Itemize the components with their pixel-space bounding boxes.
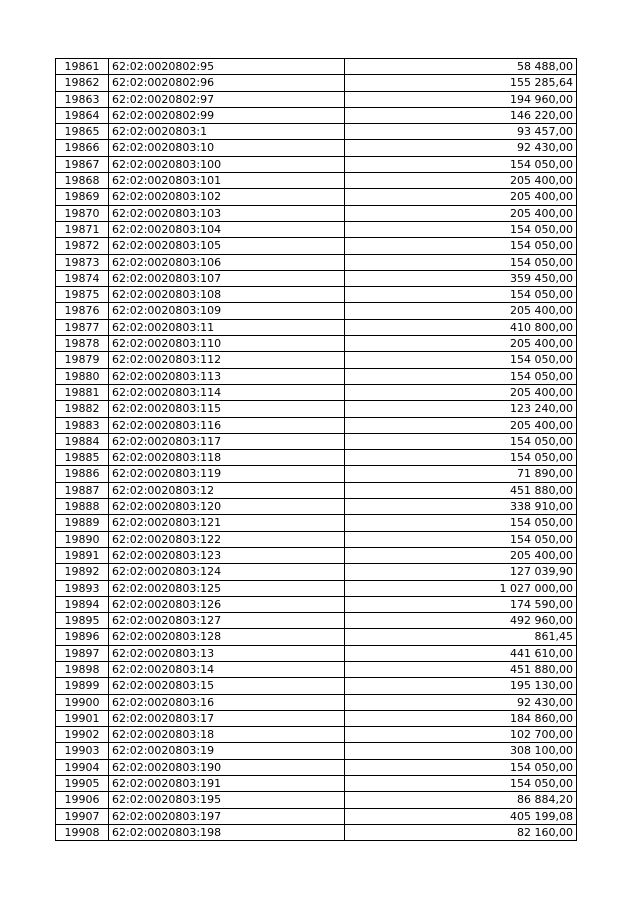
row-number-cell: 19882	[56, 401, 109, 417]
cadastral-number-cell: 62:02:0020803:104	[109, 221, 345, 237]
row-number-cell: 19903	[56, 743, 109, 759]
cadastral-number-cell: 62:02:0020803:100	[109, 156, 345, 172]
cadastral-number-cell: 62:02:0020803:19	[109, 743, 345, 759]
cadastral-value-cell: 123 240,00	[345, 401, 577, 417]
cadastral-value-cell: 127 039,90	[345, 564, 577, 580]
cadastral-value-cell: 155 285,64	[345, 75, 577, 91]
cadastral-value-cell: 205 400,00	[345, 303, 577, 319]
row-number-cell: 19884	[56, 433, 109, 449]
cadastral-value-cell: 410 800,00	[345, 319, 577, 335]
cadastral-value-cell: 154 050,00	[345, 776, 577, 792]
table-row	[56, 499, 577, 515]
cadastral-number-cell: 62:02:0020803:17	[109, 710, 345, 726]
cadastral-number-cell: 62:02:0020803:121	[109, 515, 345, 531]
table-row	[56, 531, 577, 547]
table-row	[56, 270, 577, 286]
cadastral-value-cell: 154 050,00	[345, 531, 577, 547]
cadastral-number-cell: 62:02:0020803:191	[109, 776, 345, 792]
row-number-cell: 19883	[56, 417, 109, 433]
table-row	[56, 482, 577, 498]
cadastral-number-cell: 62:02:0020803:116	[109, 417, 345, 433]
table-row	[56, 629, 577, 645]
cadastral-value-cell: 154 050,00	[345, 515, 577, 531]
table-row	[56, 107, 577, 123]
row-number-cell: 19907	[56, 808, 109, 824]
cadastral-number-cell: 62:02:0020803:120	[109, 499, 345, 515]
table-row	[56, 613, 577, 629]
cadastral-value-cell: 861,45	[345, 629, 577, 645]
cadastral-value-cell: 205 400,00	[345, 336, 577, 352]
table-row	[56, 678, 577, 694]
row-number-cell: 19867	[56, 156, 109, 172]
table-row	[56, 808, 577, 824]
cadastral-value-cell: 154 050,00	[345, 368, 577, 384]
table-row	[56, 238, 577, 254]
row-number-cell: 19866	[56, 140, 109, 156]
row-number-cell: 19892	[56, 564, 109, 580]
table-row	[56, 645, 577, 661]
table-row	[56, 303, 577, 319]
cadastral-number-cell: 62:02:0020803:115	[109, 401, 345, 417]
cadastral-value-cell: 154 050,00	[345, 221, 577, 237]
row-number-cell: 19872	[56, 238, 109, 254]
cadastral-value-cell: 451 880,00	[345, 482, 577, 498]
table-row	[56, 140, 577, 156]
cadastral-value-cell: 1 027 000,00	[345, 580, 577, 596]
row-number-cell: 19906	[56, 792, 109, 808]
cadastral-number-cell: 62:02:0020803:119	[109, 466, 345, 482]
cadastral-value-cell: 205 400,00	[345, 173, 577, 189]
cadastral-number-cell: 62:02:0020803:126	[109, 596, 345, 612]
table-row	[56, 352, 577, 368]
cadastral-number-cell: 62:02:0020803:197	[109, 808, 345, 824]
row-number-cell: 19868	[56, 173, 109, 189]
row-number-cell: 19887	[56, 482, 109, 498]
row-number-cell: 19908	[56, 824, 109, 840]
cadastral-value-cell: 154 050,00	[345, 450, 577, 466]
cadastral-value-cell: 154 050,00	[345, 156, 577, 172]
cadastral-value-cell: 451 880,00	[345, 661, 577, 677]
cadastral-number-cell: 62:02:0020803:101	[109, 173, 345, 189]
cadastral-value-cell: 338 910,00	[345, 499, 577, 515]
cadastral-value-cell: 308 100,00	[345, 743, 577, 759]
cadastral-number-cell: 62:02:0020803:12	[109, 482, 345, 498]
row-number-cell: 19865	[56, 124, 109, 140]
cadastral-number-cell: 62:02:0020803:123	[109, 547, 345, 563]
cadastral-number-cell: 62:02:0020803:10	[109, 140, 345, 156]
table-row	[56, 466, 577, 482]
cadastral-value-cell: 154 050,00	[345, 238, 577, 254]
cadastral-value-cell: 93 457,00	[345, 124, 577, 140]
cadastral-value-cell: 102 700,00	[345, 727, 577, 743]
row-number-cell: 19897	[56, 645, 109, 661]
row-number-cell: 19874	[56, 270, 109, 286]
row-number-cell: 19889	[56, 515, 109, 531]
table-body	[56, 59, 577, 841]
cadastral-number-cell: 62:02:0020803:11	[109, 319, 345, 335]
table-row	[56, 156, 577, 172]
cadastral-number-cell: 62:02:0020803:13	[109, 645, 345, 661]
cadastral-number-cell: 62:02:0020803:109	[109, 303, 345, 319]
table-row	[56, 776, 577, 792]
table-row	[56, 824, 577, 840]
cadastral-value-cell: 205 400,00	[345, 205, 577, 221]
cadastral-value-cell: 154 050,00	[345, 433, 577, 449]
cadastral-value-cell: 71 890,00	[345, 466, 577, 482]
cadastral-number-cell: 62:02:0020803:1	[109, 124, 345, 140]
cadastral-number-cell: 62:02:0020803:105	[109, 238, 345, 254]
cadastral-value-cell: 205 400,00	[345, 384, 577, 400]
cadastral-number-cell: 62:02:0020803:112	[109, 352, 345, 368]
row-number-cell: 19890	[56, 531, 109, 547]
cadastral-value-table	[55, 58, 577, 841]
table-row	[56, 580, 577, 596]
row-number-cell: 19899	[56, 678, 109, 694]
cadastral-number-cell: 62:02:0020803:110	[109, 336, 345, 352]
cadastral-number-cell: 62:02:0020803:106	[109, 254, 345, 270]
row-number-cell: 19873	[56, 254, 109, 270]
row-number-cell: 19885	[56, 450, 109, 466]
table-row	[56, 727, 577, 743]
cadastral-value-cell: 174 590,00	[345, 596, 577, 612]
row-number-cell: 19896	[56, 629, 109, 645]
cadastral-value-cell: 92 430,00	[345, 140, 577, 156]
table-row	[56, 564, 577, 580]
cadastral-number-cell: 62:02:0020803:107	[109, 270, 345, 286]
row-number-cell: 19881	[56, 384, 109, 400]
table-row	[56, 433, 577, 449]
table-row	[56, 547, 577, 563]
cadastral-value-cell: 184 860,00	[345, 710, 577, 726]
cadastral-value-cell: 194 960,00	[345, 91, 577, 107]
table-row	[56, 319, 577, 335]
table-row	[56, 417, 577, 433]
table-row	[56, 743, 577, 759]
table-row	[56, 710, 577, 726]
cadastral-value-cell: 195 130,00	[345, 678, 577, 694]
cadastral-number-cell: 62:02:0020803:128	[109, 629, 345, 645]
table-row	[56, 221, 577, 237]
row-number-cell: 19894	[56, 596, 109, 612]
cadastral-number-cell: 62:02:0020803:127	[109, 613, 345, 629]
cadastral-number-cell: 62:02:0020802:97	[109, 91, 345, 107]
row-number-cell: 19862	[56, 75, 109, 91]
row-number-cell: 19905	[56, 776, 109, 792]
cadastral-number-cell: 62:02:0020803:198	[109, 824, 345, 840]
table-row	[56, 173, 577, 189]
row-number-cell: 19870	[56, 205, 109, 221]
row-number-cell: 19876	[56, 303, 109, 319]
table-row	[56, 759, 577, 775]
row-number-cell: 19861	[56, 59, 109, 75]
cadastral-value-cell: 82 160,00	[345, 824, 577, 840]
cadastral-number-cell: 62:02:0020803:114	[109, 384, 345, 400]
cadastral-value-cell: 154 050,00	[345, 287, 577, 303]
cadastral-value-cell: 92 430,00	[345, 694, 577, 710]
cadastral-number-cell: 62:02:0020803:108	[109, 287, 345, 303]
cadastral-value-cell: 58 488,00	[345, 59, 577, 75]
cadastral-number-cell: 62:02:0020803:117	[109, 433, 345, 449]
table-row	[56, 189, 577, 205]
row-number-cell: 19877	[56, 319, 109, 335]
table-row	[56, 91, 577, 107]
table-row	[56, 75, 577, 91]
table-row	[56, 694, 577, 710]
cadastral-value-cell: 205 400,00	[345, 417, 577, 433]
table-row	[56, 205, 577, 221]
cadastral-value-cell: 405 199,08	[345, 808, 577, 824]
cadastral-value-cell: 492 960,00	[345, 613, 577, 629]
row-number-cell: 19902	[56, 727, 109, 743]
row-number-cell: 19900	[56, 694, 109, 710]
table-row	[56, 661, 577, 677]
cadastral-number-cell: 62:02:0020803:18	[109, 727, 345, 743]
cadastral-number-cell: 62:02:0020802:96	[109, 75, 345, 91]
cadastral-value-cell: 441 610,00	[345, 645, 577, 661]
row-number-cell: 19888	[56, 499, 109, 515]
cadastral-number-cell: 62:02:0020803:122	[109, 531, 345, 547]
table-row	[56, 287, 577, 303]
cadastral-number-cell: 62:02:0020802:99	[109, 107, 345, 123]
row-number-cell: 19893	[56, 580, 109, 596]
row-number-cell: 19901	[56, 710, 109, 726]
table-row	[56, 124, 577, 140]
table-row	[56, 401, 577, 417]
table-row	[56, 368, 577, 384]
cadastral-number-cell: 62:02:0020803:113	[109, 368, 345, 384]
cadastral-value-cell: 154 050,00	[345, 352, 577, 368]
row-number-cell: 19879	[56, 352, 109, 368]
table-row	[56, 792, 577, 808]
cadastral-value-cell: 205 400,00	[345, 547, 577, 563]
cadastral-number-cell: 62:02:0020803:125	[109, 580, 345, 596]
row-number-cell: 19863	[56, 91, 109, 107]
table-row	[56, 384, 577, 400]
cadastral-value-cell: 359 450,00	[345, 270, 577, 286]
row-number-cell: 19895	[56, 613, 109, 629]
row-number-cell: 19880	[56, 368, 109, 384]
table-row	[56, 515, 577, 531]
table-row	[56, 596, 577, 612]
cadastral-value-cell: 154 050,00	[345, 254, 577, 270]
cadastral-value-cell: 154 050,00	[345, 759, 577, 775]
row-number-cell: 19891	[56, 547, 109, 563]
cadastral-number-cell: 62:02:0020803:102	[109, 189, 345, 205]
cadastral-value-cell: 146 220,00	[345, 107, 577, 123]
cadastral-number-cell: 62:02:0020803:15	[109, 678, 345, 694]
row-number-cell: 19878	[56, 336, 109, 352]
cadastral-value-cell: 205 400,00	[345, 189, 577, 205]
row-number-cell: 19886	[56, 466, 109, 482]
cadastral-number-cell: 62:02:0020803:190	[109, 759, 345, 775]
cadastral-number-cell: 62:02:0020802:95	[109, 59, 345, 75]
row-number-cell: 19904	[56, 759, 109, 775]
table-row	[56, 254, 577, 270]
row-number-cell: 19875	[56, 287, 109, 303]
row-number-cell: 19864	[56, 107, 109, 123]
table-row	[56, 450, 577, 466]
cadastral-number-cell: 62:02:0020803:14	[109, 661, 345, 677]
cadastral-number-cell: 62:02:0020803:103	[109, 205, 345, 221]
table-row	[56, 59, 577, 75]
cadastral-number-cell: 62:02:0020803:118	[109, 450, 345, 466]
row-number-cell: 19898	[56, 661, 109, 677]
cadastral-number-cell: 62:02:0020803:195	[109, 792, 345, 808]
table-row	[56, 336, 577, 352]
cadastral-value-cell: 86 884,20	[345, 792, 577, 808]
row-number-cell: 19871	[56, 221, 109, 237]
cadastral-number-cell: 62:02:0020803:16	[109, 694, 345, 710]
row-number-cell: 19869	[56, 189, 109, 205]
cadastral-number-cell: 62:02:0020803:124	[109, 564, 345, 580]
